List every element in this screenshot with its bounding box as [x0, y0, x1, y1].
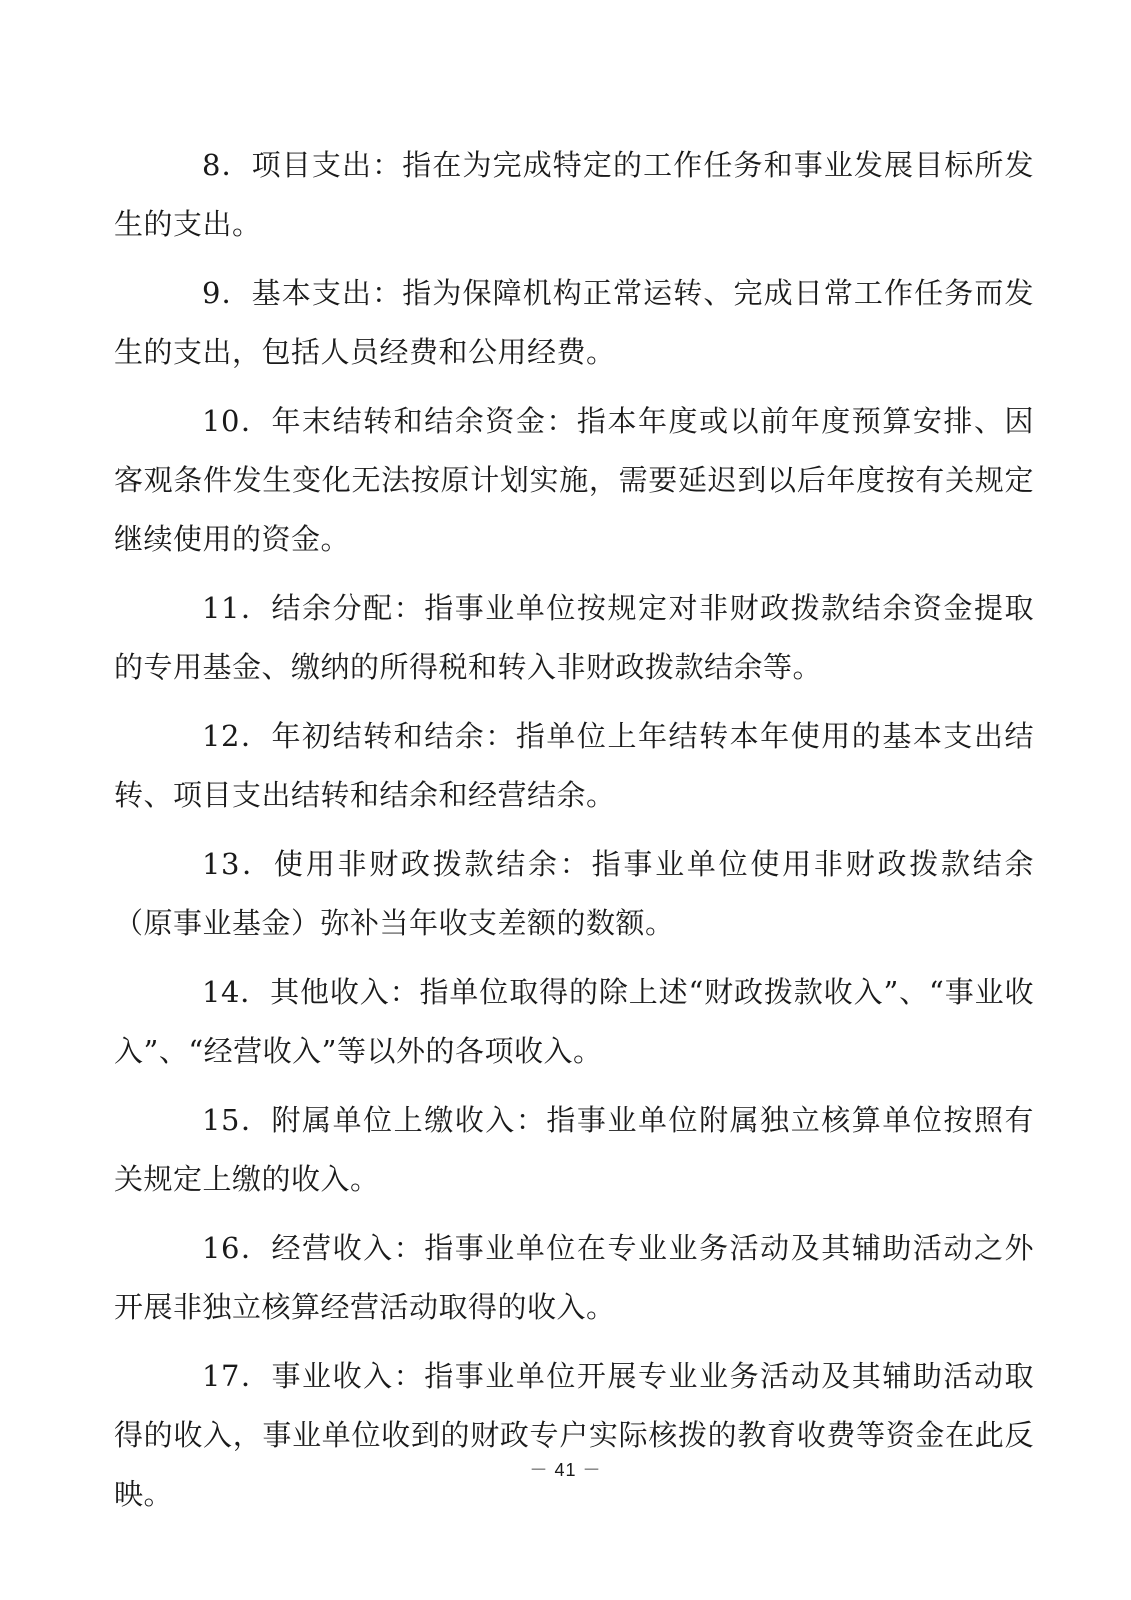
paragraph-item-16: 16．经营收入：指事业单位在专业业务活动及其辅助活动之外开展非独立核算经营活动取得的收入。 — [114, 1231, 1034, 1324]
paragraph-item-10: 10．年末结转和结余资金：指本年度或以前年度预算安排、因客观条件发生变化无法按原计划实施，需要延迟到以后年度按有关规定继续使用的资金。 — [114, 404, 1034, 556]
page-number: － 41 － — [529, 1460, 602, 1480]
paragraph-item-9: 9．基本支出：指为保障机构正常运转、完成日常工作任务而发生的支出，包括人员经费和公用经费。 — [114, 276, 1034, 369]
paragraph-item-17: 17．事业收入：指事业单位开展专业业务活动及其辅助活动取得的收入，事业单位收到的财政专户实际核拨的教育收费等资金在此反映。 — [114, 1359, 1034, 1511]
paragraph-item-12: 12．年初结转和结余：指单位上年结转本年使用的基本支出结转、项目支出结转和结余和经营结余。 — [114, 719, 1034, 812]
paragraph-item-14: 14．其他收入：指单位取得的除上述“财政拨款收入”、“事业收入”、“经营收入”等以外的各项收入。 — [114, 975, 1034, 1068]
paragraph-item-13: 13．使用非财政拨款结余：指事业单位使用非财政拨款结余（原事业基金）弥补当年收支差额的数额。 — [114, 847, 1034, 940]
document-body — [114, 136, 1034, 1534]
paragraph-item-15: 15．附属单位上缴收入：指事业单位附属独立核算单位按照有关规定上缴的收入。 — [114, 1103, 1034, 1196]
paragraph-item-11: 11．结余分配：指事业单位按规定对非财政拨款结余资金提取的专用基金、缴纳的所得税和转入非财政拨款结余等。 — [114, 591, 1034, 684]
paragraph-item-8: 8．项目支出：指在为完成特定的工作任务和事业发展目标所发生的支出。 — [114, 148, 1034, 241]
